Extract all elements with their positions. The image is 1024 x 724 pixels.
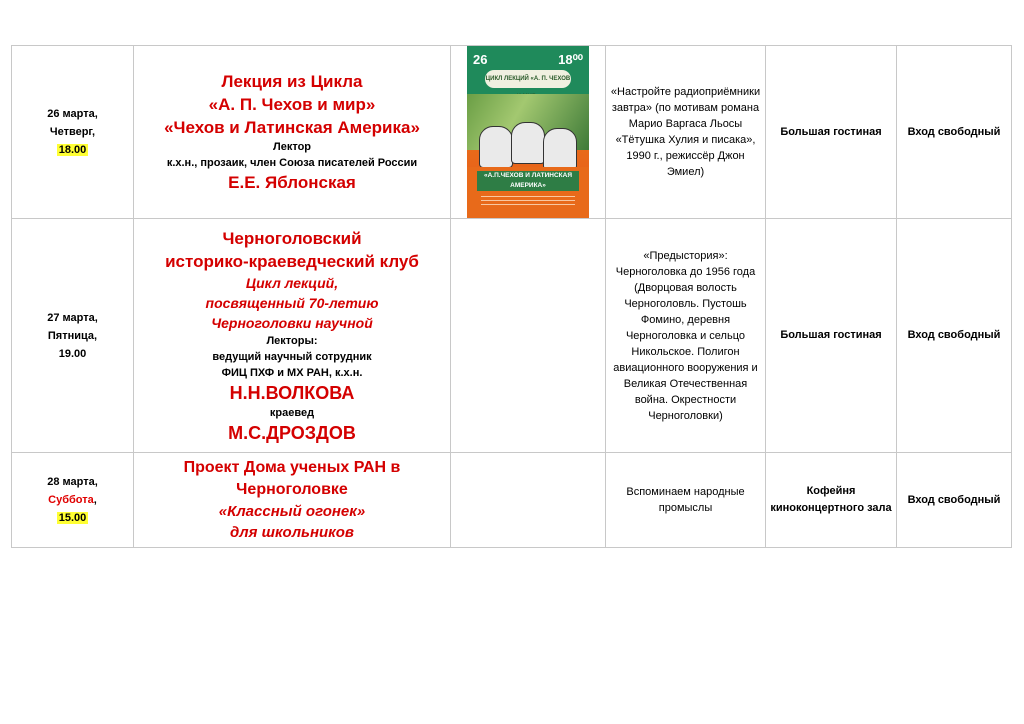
event-title-line: «Чехов и Латинская Америка» [164, 118, 420, 137]
event-time: 15.00 [58, 512, 87, 524]
entry-cell: Вход свободный [897, 46, 1012, 219]
event-title-line: Лекция из Цикла [221, 72, 363, 91]
event-title-line: «Классный огонек» [218, 503, 366, 520]
entry-cell: Вход свободный [897, 453, 1012, 548]
lecturers-label: Лекторы: [266, 334, 318, 347]
event-title-line: «А. П. Чехов и мир» [208, 95, 376, 114]
event-title-line: Проект Дома ученых РАН в [183, 459, 401, 476]
description-cell: «Предыстория»: Черноголовка до 1956 года (Дворцовая волость Черноголовль. Пустошь Фомино, деревня Черноголовка и сельцо Никольское. Полигон авиационного вооружения и Великая Отечественная война. Окрестности Черноголовки) [606, 219, 766, 453]
event-weekday: Суббота [48, 494, 94, 506]
event-title-line: Черноголовке [236, 481, 348, 498]
event-subtitle-line: Черноголовки научной [211, 314, 373, 331]
event-subtitle-line: Цикл лекций, [245, 274, 339, 291]
event-title-line: Черноголовский [222, 228, 362, 248]
lecturer-description: ведущий научный сотрудник [212, 350, 372, 363]
event-subtitle-line: посвященный 70-летию [205, 294, 379, 311]
lecturer-description: к.х.н., прозаик, член Союза писателей России [166, 157, 418, 169]
place-cell: Большая гостиная [766, 219, 897, 453]
table-row [12, 46, 1012, 219]
date-cell: 28 марта, Суббота, 15.00 [12, 453, 134, 548]
event-poster-image [467, 46, 589, 218]
event-date: 26 марта, [47, 108, 98, 120]
table-row [12, 219, 1012, 453]
event-time: 18.00 [58, 144, 87, 156]
description-cell: Вспоминаем народные промыслы [606, 453, 766, 548]
lecturer-name: М.С.ДРОЗДОВ [228, 422, 356, 443]
lecturer-description: ФИЦ ПХФ и МХ РАН, к.х.н. [221, 366, 363, 379]
event-title-line: историко-краеведческий клуб [165, 251, 419, 271]
event-title-line: для школьников [230, 524, 354, 541]
event-date: 27 марта, [47, 311, 98, 324]
entry-cell: Вход свободный [897, 219, 1012, 453]
lecturer-name: Н.Н.ВОЛКОВА [229, 382, 355, 403]
place-cell: Кофейня киноконцертного зала [766, 453, 897, 548]
description-cell: «Настройте радиоприёмники завтра» (по мотивам романа Марио Варгаса Льосы «Тётушка Хулия и писака», 1990 г., режиссёр Джон Эмиел) [606, 46, 766, 219]
poster-date: 26 [473, 52, 488, 67]
poster-title: «А.П.ЧЕХОВ И ЛАТИНСКАЯ АМЕРИКА» [477, 171, 579, 191]
event-weekday: Пятница, [47, 329, 98, 342]
table-row [12, 453, 1012, 548]
event-cell [134, 219, 451, 453]
schedule-table [11, 45, 1012, 548]
event-weekday: Четверг, [49, 126, 96, 138]
poster-time: 18⁰⁰ [558, 52, 583, 67]
poster-series-title: ЦИКЛ ЛЕКЦИЙ «А. П. ЧЕХОВ [485, 70, 571, 88]
place-cell: Большая гостиная [766, 46, 897, 219]
lecturer-label: Лектор [272, 141, 312, 153]
date-cell [12, 219, 134, 453]
event-time: 19.00 [58, 347, 87, 360]
event-cell [134, 453, 451, 548]
date-cell [12, 46, 134, 219]
event-cell [134, 46, 451, 219]
poster-cell [451, 219, 606, 453]
event-date: 28 марта, [47, 476, 98, 488]
poster-cell [451, 453, 606, 548]
lecturer-name: Е.Е. Яблонская [228, 173, 356, 192]
poster-cell [451, 46, 606, 219]
lecturer-description: краевед [269, 406, 315, 419]
